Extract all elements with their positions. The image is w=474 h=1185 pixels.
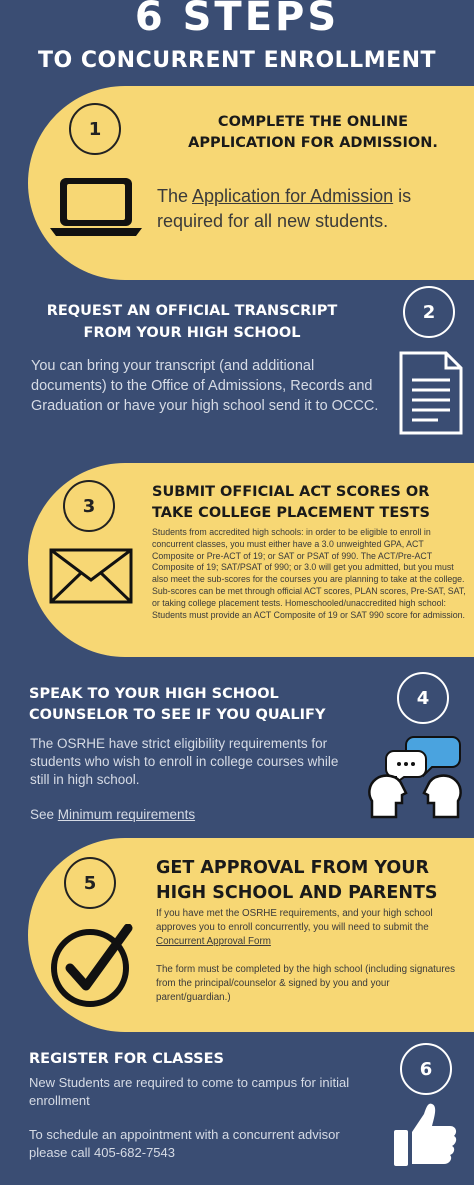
step-6-text1: New Students are required to come to campus for initial enrollment [29, 1075, 350, 1108]
step-5-title: GET APPROVAL FROM YOUR HIGH SCHOOL AND PARENTS [156, 858, 438, 903]
step-6-number: 6 [400, 1043, 452, 1095]
step-6-title: REGISTER FOR CLASSES [29, 1051, 224, 1067]
step-3-number: 3 [63, 480, 115, 532]
step-3-text: Students from accredited high schools: in order to be eligible to enroll in concurrent classes, you must either have a 3.0 unweighted GPA, ACT Composite or Pre-ACT of 19; or SAT or PSAT of 990. The ACT/Pre-ACT Composite of 19; SAT/PSAT of 990; or 3.0 will get you admitted, but you must also meet the sub-scores for the courses you are planning to take at the college. Sub-scores can be met through official ACT scores, PLAN scores, Pre-SAT, SAT, or taking college placement tests. Homeschooled/unaccredited high school: Students must provide an ACT Composite of 19 or SAT 990 score for admission. [152, 527, 466, 620]
header-subtitle: TO CONCURRENT ENROLLMENT [37, 48, 437, 73]
step-5-text2: The form must be completed by the high school (including signatures from the principal/counselor & signed by you and your parent/guardian.) [156, 964, 455, 1003]
concurrent-approval-form-link[interactable]: Concurrent Approval Form [156, 936, 271, 947]
step-2-title: REQUEST AN OFFICIAL TRANSCRIPT FROM YOUR HIGH SCHOOL [46, 303, 338, 341]
step-6-text2: To schedule an appointment with a concurrent advisor please call 405-682-7543 [29, 1127, 340, 1160]
step-1-text: The Application for Admission is required for all new students. [157, 186, 412, 231]
step-1-number: 1 [69, 103, 121, 155]
minimum-requirements-link[interactable]: Minimum requirements [57, 807, 196, 822]
step-4-title: SPEAK TO YOUR HIGH SCHOOL COUNSELOR TO SEE IF YOU QUALIFY [29, 686, 326, 723]
thumbs-up-icon [392, 1100, 458, 1168]
envelope-icon [49, 548, 133, 604]
step-5-number: 5 [64, 857, 116, 909]
step-3-title: SUBMIT OFFICIAL ACT SCORES OR TAKE COLLEGE PLACEMENT TESTS [152, 484, 430, 521]
conversation-icon [366, 733, 464, 819]
header-title: 6 STEPS [134, 0, 340, 40]
step-2-number: 2 [403, 286, 455, 338]
application-link[interactable]: Application for Admission [192, 186, 394, 206]
step-4-text: The OSRHE have strict eligibility requirements for students who wish to enroll in college courses while still in high school. [30, 736, 339, 787]
checkmark-icon [50, 924, 134, 1008]
step-4-number: 4 [397, 672, 449, 724]
document-icon [398, 350, 464, 436]
step-1-title: COMPLETE THE ONLINE APPLICATION FOR ADMISSION. [188, 114, 438, 151]
step-2-text: You can bring your transcript (and additional documents) to the Office of Admissions, Records and Graduation or have your high school send it to OCCC. [31, 358, 379, 414]
step-4-see: See Minimum requirements [30, 807, 196, 822]
laptop-icon [50, 176, 142, 238]
step-5-text1: If you have met the OSRHE requirements, and your high school approves you to enroll concurrently, you will need to submit the Concurrent Approval Form [156, 907, 468, 949]
